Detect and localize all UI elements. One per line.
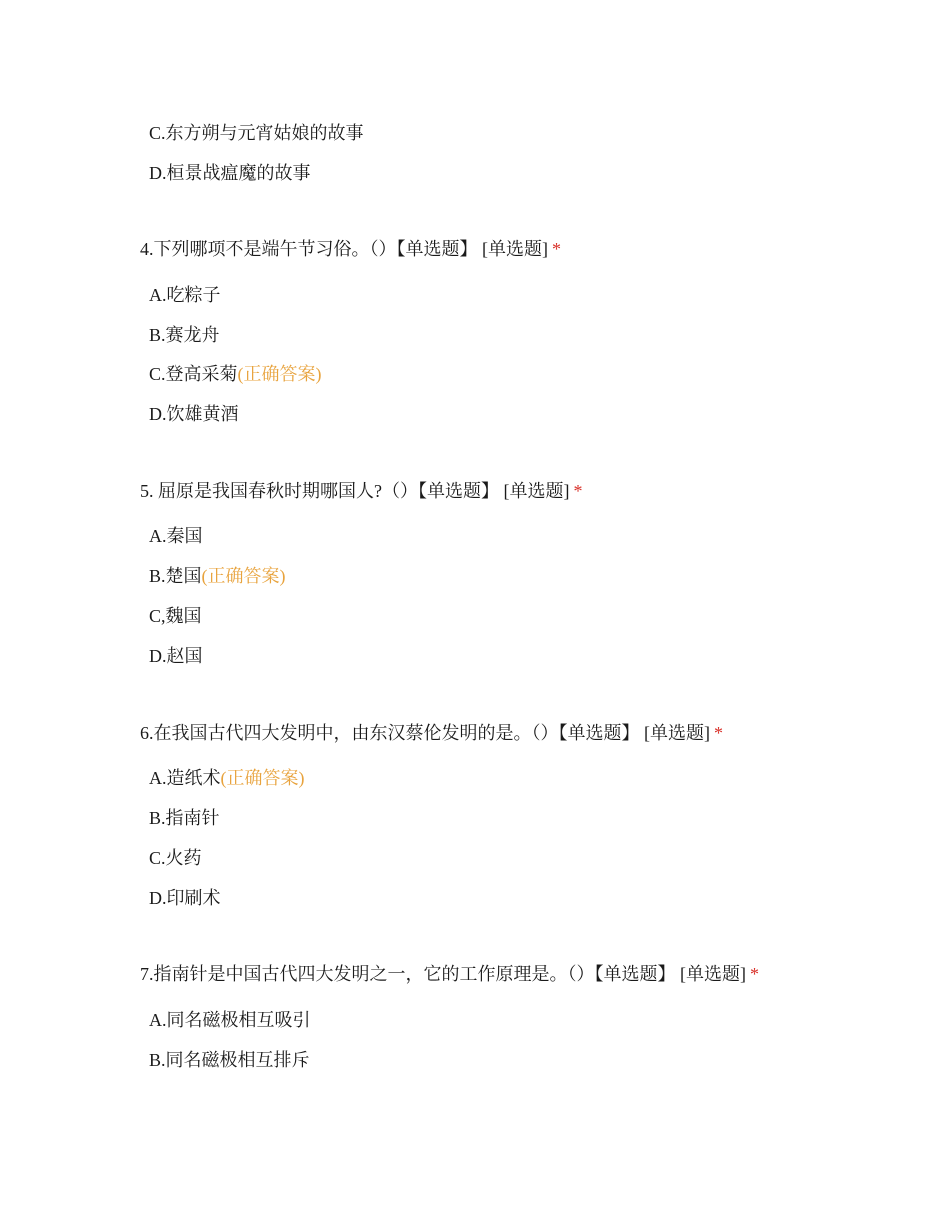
question-title [140, 479, 582, 503]
question-text: 4.下列哪项不是端午节习俗。（）【单选题】 [单选题] [140, 239, 548, 259]
correct-answer-note: (正确答案) [201, 566, 286, 586]
option-text: A.秦国 [149, 526, 203, 546]
required-star: * [750, 964, 759, 984]
required-star: * [714, 723, 723, 743]
option-text: D.赵国 [149, 646, 203, 666]
option-text: D.印刷术 [149, 888, 221, 908]
option-item [149, 402, 239, 426]
required-star: * [552, 239, 561, 259]
option-item [149, 323, 220, 347]
option-text: B.楚国 [149, 566, 202, 586]
correct-answer-note: (正确答案) [237, 364, 322, 384]
option-text: D.饮雄黄酒 [149, 404, 239, 424]
option-item [149, 121, 364, 145]
question-title [140, 721, 723, 745]
option-item [149, 362, 322, 386]
option-text: A.吃粽子 [149, 285, 221, 305]
option-item [149, 644, 203, 668]
option-item [149, 1008, 311, 1032]
option-item [149, 161, 311, 185]
option-text: C.登高采菊 [149, 364, 238, 384]
option-text: C.东方朔与元宵姑娘的故事 [149, 123, 364, 143]
option-item [149, 766, 305, 790]
option-item [149, 1048, 310, 1072]
option-item [149, 886, 221, 910]
option-text: C.火药 [149, 848, 202, 868]
correct-answer-note: (正确答案) [220, 768, 305, 788]
option-item [149, 806, 220, 830]
option-item [149, 564, 286, 588]
required-star: * [573, 481, 583, 501]
option-item [149, 846, 202, 870]
option-text: B.赛龙舟 [149, 325, 220, 345]
option-item [149, 283, 221, 307]
question-text: 7.指南针是中国古代四大发明之一，它的工作原理是。（）【单选题】 [单选题] [140, 964, 746, 984]
question-title [140, 237, 561, 261]
question-title [140, 962, 759, 986]
option-text: D.桓景战瘟魔的故事 [149, 163, 311, 183]
option-text: B.同名磁极相互排斥 [149, 1050, 310, 1070]
question-text: 5. 屈原是我国春秋时期哪国人?（）【单选题】 [单选题] [140, 481, 570, 501]
option-text: C,魏国 [149, 606, 202, 626]
option-text: A.同名磁极相互吸引 [149, 1010, 311, 1030]
option-item [149, 604, 202, 628]
option-text: B.指南针 [149, 808, 220, 828]
question-text: 6.在我国古代四大发明中，由东汉蔡伦发明的是。（）【单选题】 [单选题] [140, 723, 710, 743]
option-item [149, 524, 203, 548]
option-text: A.造纸术 [149, 768, 221, 788]
